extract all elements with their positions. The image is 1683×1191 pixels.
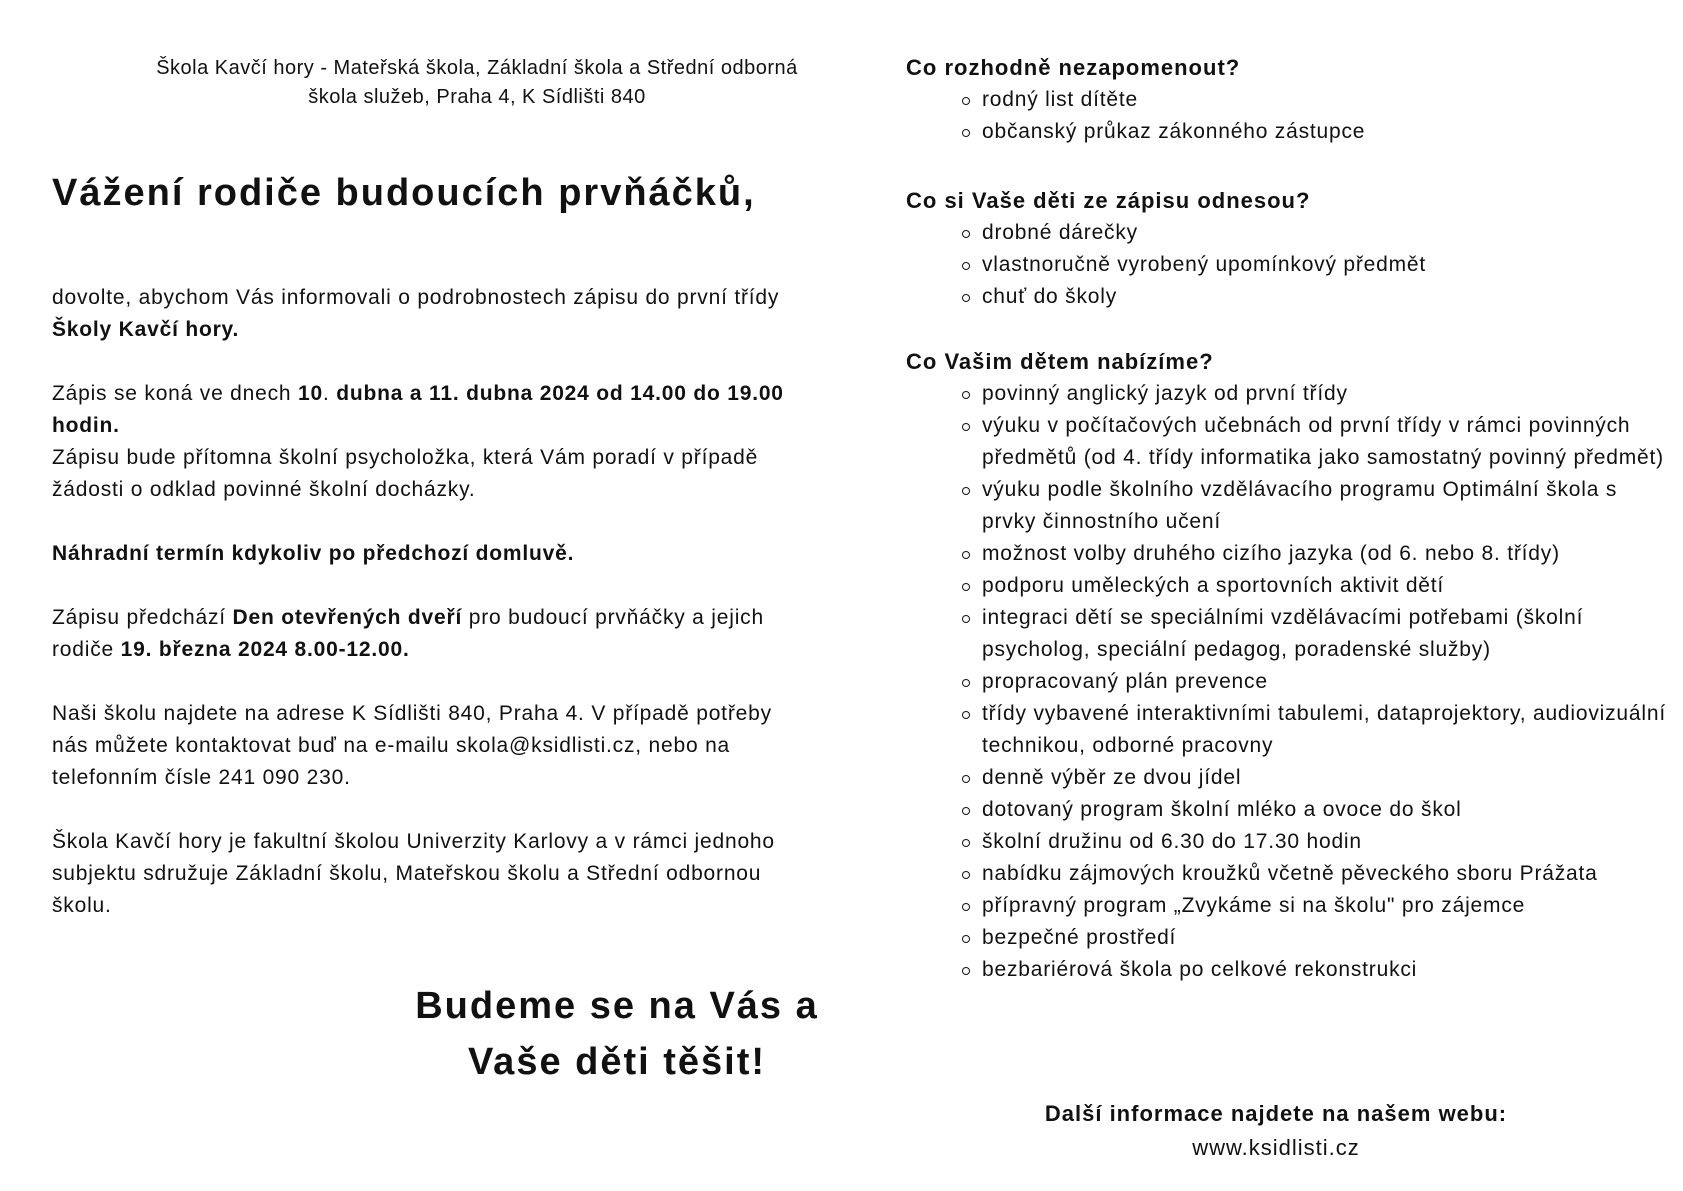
list-item: bezpečné prostředí (982, 922, 1666, 954)
contact-paragraph: Naši školu najdete na adrese K Sídlišti 840, Praha 4. V případě potřeby nás můžete kontaktovat buď na e-mailu skola@ksidlisti.cz, nebo na telefonním čísle 241 090 230. (52, 702, 772, 789)
open-day-paragraph (52, 602, 792, 666)
intro-paragraph (52, 282, 792, 346)
list-item: výuku podle školního vzdělávacího programu Optimální škola s prvky činnostního učení (982, 474, 1666, 538)
enrollment-date-a: 10 (298, 382, 324, 405)
alternative-date-paragraph (52, 538, 792, 570)
bullet-list (906, 84, 1666, 148)
section-title: Co rozhodně nezapomenout? (906, 55, 1241, 80)
school-header (112, 54, 842, 112)
list-item: chuť do školy (982, 281, 1666, 313)
list-item: výuku v počítačových učebnách od první třídy v rámci povinných předmětů (od 4. třídy informatika jako samostatný povinný předmět) (982, 410, 1666, 474)
open-day-bold: Den otevřených dveří (232, 606, 463, 629)
list-item: povinný anglický jazyk od první třídy (982, 378, 1666, 410)
list-item: třídy vybavené interaktivními tabulemi, dataprojektory, audiovizuální technikou, odborné pracovny (982, 698, 1666, 762)
open-day-text-b: pro budoucí prvňáčky a jejich rodiče (52, 606, 764, 661)
list-item: rodný list dítěte (982, 84, 1666, 116)
bullet-list (906, 378, 1666, 986)
closing-line1: Budeme se na Vás a (415, 985, 819, 1027)
list-item: přípravný program „Zvykáme si na školu" pro zájemce (982, 890, 1666, 922)
section-we-offer (906, 346, 1666, 986)
section-dont-forget (906, 52, 1666, 148)
school-header-line1: Škola Kavčí hory - Mateřská škola, Základní škola a Střední odborná (156, 57, 798, 79)
open-day-text-a: Zápisu předchází (52, 606, 233, 629)
list-item: podporu uměleckých a sportovních aktivit dětí (982, 570, 1666, 602)
footer-title: Další informace najdete na našem webu: (1044, 1101, 1508, 1126)
school-header-line2: škola služeb, Praha 4, K Sídlišti 840 (308, 86, 646, 108)
website-url-link[interactable]: www.ksidlisti.cz (1192, 1135, 1360, 1160)
enrollment-dot: . (323, 382, 330, 405)
list-item: propracovaný plán prevence (982, 666, 1666, 698)
section-title: Co si Vaše děti ze zápisu odnesou? (906, 188, 1311, 213)
list-item: občanský průkaz zákonného zástupce (982, 116, 1666, 148)
alternative-date-bold: Náhradní termín kdykoliv po předchozí domluvě. (52, 542, 575, 565)
list-item: nabídku zájmových kroužků včetně pěveckého sboru Prážata (982, 858, 1666, 890)
bullet-list (906, 217, 1666, 313)
list-item: integraci dětí se speciálními vzdělávacími potřebami (školní psycholog, speciální pedagog, poradenské služby) (982, 602, 1666, 666)
list-item: dotovaný program školní mléko a ovoce do škol (982, 794, 1666, 826)
enrollment-date-paragraph (52, 378, 792, 506)
enrollment-date-b: dubna a 11. dubna 2024 od 14.00 do 19.00 hodin. (52, 382, 784, 437)
greeting-heading: Vážení rodiče budoucích prvňáčků, (52, 172, 756, 214)
closing-message (382, 978, 852, 1090)
list-item: vlastnoručně vyrobený upomínkový předmět (982, 249, 1666, 281)
enrollment-text: Zápis se koná ve dnech (52, 382, 299, 405)
section-take-away (906, 185, 1666, 313)
open-day-date-bold: 19. března 2024 8.00-12.00. (120, 638, 410, 661)
faculty-school-paragraph: Škola Kavčí hory je fakultní školou Univerzity Karlovy a v rámci jednoho subjektu sdružuje Základní školu, Mateřskou školu a Střední odbornou školu. (52, 830, 775, 917)
letter-body (52, 282, 792, 954)
section-title: Co Vašim dětem nabízíme? (906, 349, 1214, 374)
psychologist-note: Zápisu bude přítomna školní psycholožka, která Vám poradí v případě žádosti o odklad povinné školní docházky. (52, 446, 759, 501)
list-item: možnost volby druhého cizího jazyka (od 6. nebo 8. třídy) (982, 538, 1666, 570)
list-item: školní družinu od 6.30 do 17.30 hodin (982, 826, 1666, 858)
list-item: denně výběr ze dvou jídel (982, 762, 1666, 794)
list-item: bezbariérová škola po celkové rekonstrukci (982, 954, 1666, 986)
school-name-bold: Školy Kavčí hory. (52, 318, 240, 341)
intro-text: dovolte, abychom Vás informovali o podrobnostech zápisu do první třídy (52, 286, 780, 309)
list-item: drobné dárečky (982, 217, 1666, 249)
web-info-footer (906, 1097, 1646, 1165)
closing-line2: Vaše děti těšit! (467, 1041, 767, 1083)
